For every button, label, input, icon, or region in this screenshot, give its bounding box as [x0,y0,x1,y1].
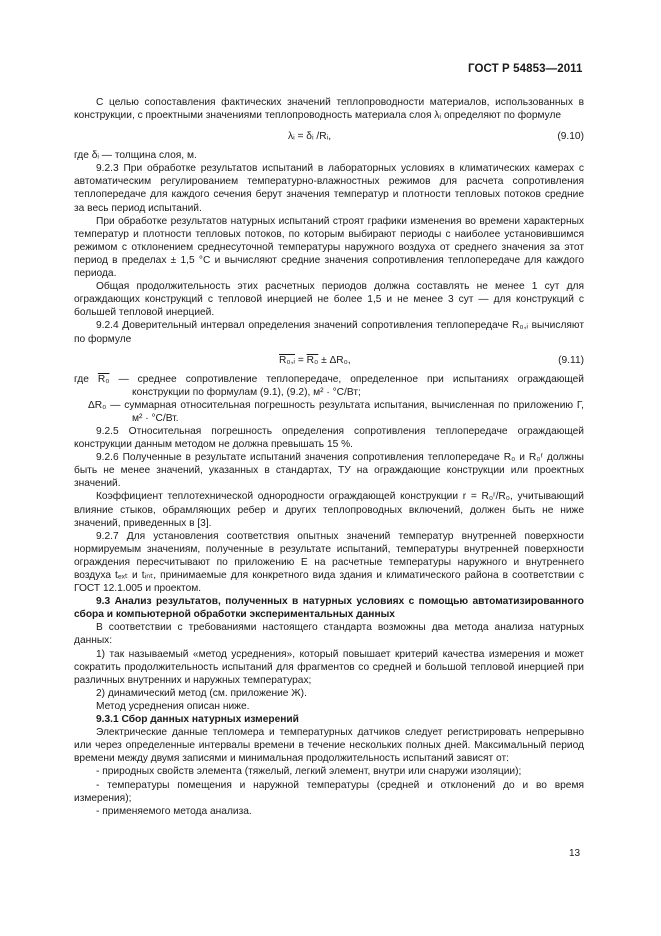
formula-expression: λᵢ = δᵢ /Rᵢ, [288,131,332,143]
formula-9-11 [74,352,584,370]
paragraph: При обработке результатов натурных испытаний строят графики изменения во времени характерных температур и плотности тепловых потоков, по которым выбирают периоды с наиболее установившимся режимом с отклонением среднесуточной температуры наружного воздуха от среднего значения за этот период в пределах ± 1,5 °С и вычисляют средние значения сопротивления теплопередаче для каждого периода. [74,215,584,280]
paragraph: Электрические данные тепломера и температурных датчиков следует регистрировать непрерывно или через определенные интервалы времени в течение нескольких полных дней. Максимальный период времени между двумя записями и минимальная продолжительность испытаний зависят от: [74,727,584,765]
list-item: - температуры помещения и наружной температуры (средней и отклонений до и во время измерения); [74,779,584,804]
formula-expression: R₀,ᵢ = R₀ ± ΔR₀, [279,354,351,366]
list-item: - применяемого метода анализа. [96,805,252,817]
document-header: ГОСТ Р 54853—2011 [468,63,583,75]
paragraph: Общая продолжительность этих расчетных периодов должна составлять не менее 1 сут для ограждающих конструкций с тепловой инерцией не более 1,5 и не менее 3 сут — для конструкций с большей тепловой инерцией. [74,281,584,319]
section-heading: 9.3 Анализ результатов, полученных в натурных условиях с помощью автоматизированного сбора и компьютерной обработки экспериментальных данных [74,596,584,621]
paragraph: 9.2.7 Для установления соответствия опытных значений температур внутренней поверхности нормируемым значениям, полученные в результате испытаний, температуры внутренней поверхности ограждения пересчитывают по приложению Е на расчетные температуры наружного и внутреннего воздуха tₑₓₜ и tᵢₙₜ, принимаемые для конкретного вида здания и климатического района в соответствии с ГОСТ 12.1.005 и проектом. [74,530,584,595]
paragraph: 9.2.3 При обработке результатов испытаний в лабораторных условиях в климатических камерах с автоматическим регулированием температурно-влажностных режимов для расчета сопротивления теплопередаче для каждого сечения берут значения температур и плотности тепловых потоков средние за весь период испытаний. [74,163,584,214]
list-item: 1) так называемый «метод усреднения», который повышает критерий качества измерения и может сократить продолжительность испытаний для фрагментов со средней и большой тепловой инерцией при различных внутренних и наружных температурах; [74,648,584,686]
definition-item: где R₀ — среднее сопротивление теплопередаче, определенное при испытаниях ограждающей конструкции по формулам (9.1), (9.2), м² · °С/Вт; [74,373,584,398]
paragraph: С целью сопоставления фактических значений теплопроводности материалов, использованных в конструкции, с проектными значениями теплопроводность материала слоя λᵢ определяют по формуле [74,97,584,122]
document-body [74,96,584,818]
formula-number: (9.11) [558,354,584,366]
page-number: 13 [569,848,581,859]
formula-number: (9.10) [557,131,584,143]
subsection-heading: 9.3.1 Сбор данных натурных измерений [96,714,299,726]
paragraph: 9.2.6 Полученные в результате испытаний значения сопротивления теплопередаче R₀ и R₀ʳ должны быть не менее значений, указанных в стандартах, ТУ на ограждающие конструкции или проектных значений. [74,452,584,490]
paragraph: Метод усреднения описан ниже. [96,700,250,712]
formula-9-10 [74,128,584,146]
paragraph: В соответствии с требованиями настоящего стандарта возможны два метода анализа натурных данных: [74,622,584,647]
list-item: - природных свойств элемента (тяжелый, легкий элемент, внутри или снаружи изоляции); [96,766,522,778]
paragraph: 9.2.5 Относительная погрешность определения сопротивления теплопередаче ограждающей конструкции данным методом не должна превышать 15 %. [74,425,584,451]
paragraph: где δᵢ — толщина слоя, м. [74,150,197,162]
list-item: 2) динамический метод (см. приложение Ж). [96,687,307,699]
paragraph: 9.2.4 Доверительный интервал определения значений сопротивления теплопередаче R₀,ᵢ вычисляют по формуле [74,320,584,345]
definition-item: ΔR₀ — суммарная относительная погрешность результата испытания, вычисленная по приложению Г, м² · °С/Вт. [88,399,584,424]
paragraph: Коэффициент теплотехнической однородности ограждающей конструкции r = R₀ʳ/R₀, учитывающий влияние стыков, обрамляющих ребер и других теплопроводных включений, должен быть не ниже значений, приведенных в [3]. [74,491,584,529]
